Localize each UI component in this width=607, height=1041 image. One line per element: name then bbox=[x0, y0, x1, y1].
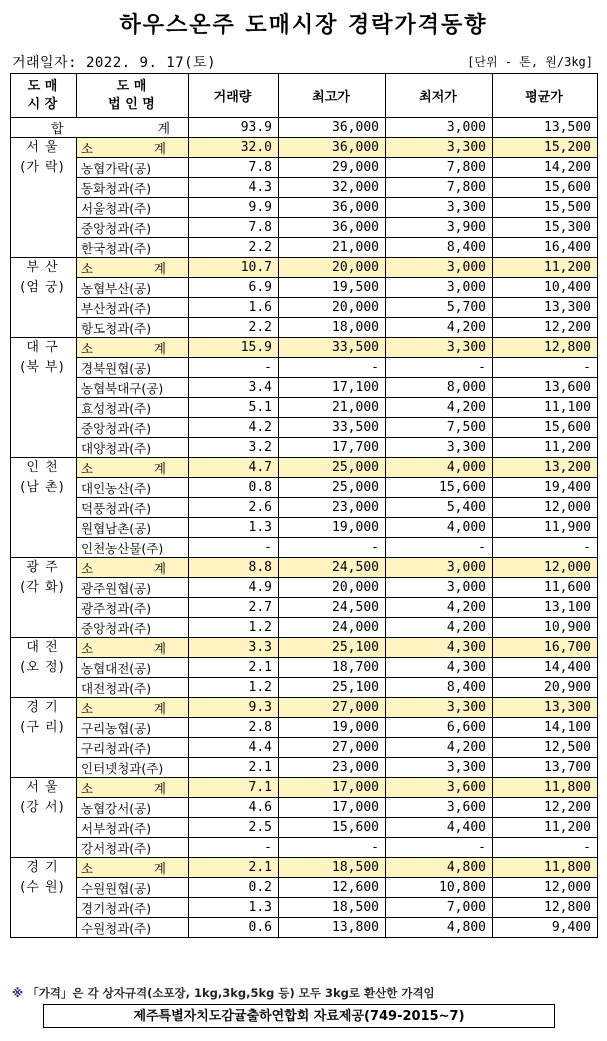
min-price-cell: 8,400 bbox=[386, 238, 493, 258]
max-price-cell: 21,000 bbox=[279, 238, 386, 258]
institution-name: 강서청과(주) bbox=[77, 838, 189, 858]
avg-price-cell: 12,000 bbox=[493, 878, 598, 898]
max-price-cell: 27,000 bbox=[279, 698, 386, 718]
min-price-cell: 3,000 bbox=[386, 278, 493, 298]
avg-price-cell: 15,600 bbox=[493, 418, 598, 438]
max-price-cell: 19,000 bbox=[279, 718, 386, 738]
volume-cell: 4.7 bbox=[189, 458, 279, 478]
total-max: 36,000 bbox=[279, 118, 386, 138]
min-price-cell: 7,500 bbox=[386, 418, 493, 438]
min-price-cell: 3,000 bbox=[386, 558, 493, 578]
table-row bbox=[11, 818, 598, 838]
min-price-cell: 4,200 bbox=[386, 398, 493, 418]
table-row bbox=[11, 438, 598, 458]
min-price-cell: 7,800 bbox=[386, 158, 493, 178]
max-price-cell: 17,000 bbox=[279, 778, 386, 798]
min-price-cell: 8,400 bbox=[386, 678, 493, 698]
table-header-row bbox=[11, 74, 598, 118]
min-price-cell: 4,300 bbox=[386, 658, 493, 678]
max-price-cell: 27,000 bbox=[279, 738, 386, 758]
market-subname: (가 락) bbox=[20, 160, 65, 175]
table-row bbox=[11, 278, 598, 298]
volume-cell: 1.6 bbox=[189, 298, 279, 318]
avg-price-cell: 13,600 bbox=[493, 378, 598, 398]
header-inst-line2: 법 인 명 bbox=[108, 96, 155, 112]
institution-name: 대인농산(주) bbox=[77, 478, 189, 498]
avg-price-cell: 15,300 bbox=[493, 218, 598, 238]
volume-cell: 1.2 bbox=[189, 678, 279, 698]
volume-cell: - bbox=[189, 358, 279, 378]
market-name: 서 울 bbox=[26, 780, 59, 795]
volume-cell: 5.1 bbox=[189, 398, 279, 418]
volume-cell: 4.6 bbox=[189, 798, 279, 818]
min-price-cell: 3,300 bbox=[386, 338, 493, 358]
min-price-cell: 7,800 bbox=[386, 178, 493, 198]
market-subname: (수 원) bbox=[20, 880, 65, 895]
institution-name: 소 계 bbox=[77, 638, 189, 658]
min-price-cell: 4,400 bbox=[386, 818, 493, 838]
avg-price-cell: 12,000 bbox=[493, 498, 598, 518]
market-cell bbox=[11, 558, 77, 638]
subtotal-row bbox=[11, 778, 598, 798]
institution-name: 구리농협(공) bbox=[77, 718, 189, 738]
table-row bbox=[11, 198, 598, 218]
volume-cell: 4.3 bbox=[189, 178, 279, 198]
max-price-cell: 18,500 bbox=[279, 898, 386, 918]
volume-cell: 0.8 bbox=[189, 478, 279, 498]
min-price-cell: 3,300 bbox=[386, 438, 493, 458]
table-row bbox=[11, 418, 598, 438]
institution-name: 중앙청과(주) bbox=[77, 218, 189, 238]
header-market bbox=[11, 74, 77, 118]
avg-price-cell: 12,200 bbox=[493, 318, 598, 338]
avg-price-cell: 14,400 bbox=[493, 658, 598, 678]
avg-price-cell: 12,200 bbox=[493, 798, 598, 818]
institution-name: 농협부산(공) bbox=[77, 278, 189, 298]
max-price-cell: 19,500 bbox=[279, 278, 386, 298]
max-price-cell: 24,000 bbox=[279, 618, 386, 638]
total-avg: 13,500 bbox=[493, 118, 598, 138]
institution-name: 원협남촌(공) bbox=[77, 518, 189, 538]
min-price-cell: 3,900 bbox=[386, 218, 493, 238]
market-name: 인 천 bbox=[26, 460, 59, 475]
min-price-cell: 10,800 bbox=[386, 878, 493, 898]
max-price-cell: 21,000 bbox=[279, 398, 386, 418]
min-price-cell: 4,200 bbox=[386, 318, 493, 338]
table-row bbox=[11, 358, 598, 378]
max-price-cell: 15,600 bbox=[279, 818, 386, 838]
header-institution bbox=[77, 74, 189, 118]
volume-cell: 7.8 bbox=[189, 218, 279, 238]
market-cell bbox=[11, 458, 77, 558]
avg-price-cell: 16,400 bbox=[493, 238, 598, 258]
volume-cell: 4.4 bbox=[189, 738, 279, 758]
volume-cell: 2.8 bbox=[189, 718, 279, 738]
header-volume: 거래량 bbox=[189, 74, 279, 118]
avg-price-cell: 16,700 bbox=[493, 638, 598, 658]
max-price-cell: 18,700 bbox=[279, 658, 386, 678]
institution-name: 효성청과(주) bbox=[77, 398, 189, 418]
avg-price-cell: - bbox=[493, 838, 598, 858]
institution-name: 구리청과(주) bbox=[77, 738, 189, 758]
min-price-cell: 8,000 bbox=[386, 378, 493, 398]
table-row bbox=[11, 618, 598, 638]
source-credit: 제주특별자치도감귤출하연합회 자료제공(749-2015~7) bbox=[43, 1004, 555, 1028]
table-row bbox=[11, 798, 598, 818]
table-row bbox=[11, 898, 598, 918]
max-price-cell: - bbox=[279, 358, 386, 378]
table-row bbox=[11, 218, 598, 238]
volume-cell: 2.1 bbox=[189, 858, 279, 878]
min-price-cell: 4,800 bbox=[386, 858, 493, 878]
institution-name: 광주청과(주) bbox=[77, 598, 189, 618]
max-price-cell: 20,000 bbox=[279, 298, 386, 318]
institution-name: 광주원협(공) bbox=[77, 578, 189, 598]
header-market-line2: 시 장 bbox=[27, 96, 58, 112]
subtotal-row bbox=[11, 638, 598, 658]
volume-cell: 32.0 bbox=[189, 138, 279, 158]
institution-name: 중앙청과(주) bbox=[77, 418, 189, 438]
volume-cell: 2.7 bbox=[189, 598, 279, 618]
institution-name: 소 계 bbox=[77, 778, 189, 798]
min-price-cell: 3,000 bbox=[386, 578, 493, 598]
volume-cell: 2.2 bbox=[189, 238, 279, 258]
subtotal-row bbox=[11, 258, 598, 278]
min-price-cell: - bbox=[386, 838, 493, 858]
institution-name: 덕풍청과(주) bbox=[77, 498, 189, 518]
header-min: 최저가 bbox=[386, 74, 493, 118]
max-price-cell: 20,000 bbox=[279, 578, 386, 598]
subtotal-row bbox=[11, 458, 598, 478]
min-price-cell: 5,700 bbox=[386, 298, 493, 318]
market-cell bbox=[11, 258, 77, 338]
table-row bbox=[11, 498, 598, 518]
min-price-cell: 4,200 bbox=[386, 598, 493, 618]
volume-cell: 2.1 bbox=[189, 758, 279, 778]
institution-name: 농협대전(공) bbox=[77, 658, 189, 678]
avg-price-cell: 20,900 bbox=[493, 678, 598, 698]
max-price-cell: 13,800 bbox=[279, 918, 386, 938]
market-subname: (엄 궁) bbox=[20, 280, 65, 295]
note-mark: ※ bbox=[12, 986, 24, 1000]
institution-name: 항도청과(주) bbox=[77, 318, 189, 338]
page-title: 하우스온주 도매시장 경락가격동향 bbox=[119, 13, 488, 38]
max-price-cell: - bbox=[279, 838, 386, 858]
volume-cell: 2.5 bbox=[189, 818, 279, 838]
subtotal-row bbox=[11, 558, 598, 578]
avg-price-cell: 15,200 bbox=[493, 138, 598, 158]
min-price-cell: 4,300 bbox=[386, 638, 493, 658]
institution-name: 소 계 bbox=[77, 458, 189, 478]
max-price-cell: - bbox=[279, 538, 386, 558]
volume-cell: 2.6 bbox=[189, 498, 279, 518]
volume-cell: 3.3 bbox=[189, 638, 279, 658]
volume-cell: 1.3 bbox=[189, 518, 279, 538]
market-subname: (북 부) bbox=[20, 360, 65, 375]
volume-cell: 10.7 bbox=[189, 258, 279, 278]
volume-cell: 9.3 bbox=[189, 698, 279, 718]
min-price-cell: 3,300 bbox=[386, 758, 493, 778]
avg-price-cell: - bbox=[493, 358, 598, 378]
volume-cell: - bbox=[189, 838, 279, 858]
avg-price-cell: 12,800 bbox=[493, 338, 598, 358]
volume-cell: 2.1 bbox=[189, 658, 279, 678]
institution-name: 소 계 bbox=[77, 138, 189, 158]
volume-cell: 0.2 bbox=[189, 878, 279, 898]
institution-name: 인터넷청과(주) bbox=[77, 758, 189, 778]
institution-name: 농협북대구(공) bbox=[77, 378, 189, 398]
institution-name: 소 계 bbox=[77, 698, 189, 718]
volume-cell: 3.2 bbox=[189, 438, 279, 458]
max-price-cell: 25,100 bbox=[279, 638, 386, 658]
avg-price-cell: 11,200 bbox=[493, 818, 598, 838]
total-row bbox=[11, 118, 598, 138]
max-price-cell: 24,500 bbox=[279, 598, 386, 618]
market-subname: (남 촌) bbox=[20, 480, 65, 495]
volume-cell: 9.9 bbox=[189, 198, 279, 218]
avg-price-cell: 14,100 bbox=[493, 718, 598, 738]
min-price-cell: 7,000 bbox=[386, 898, 493, 918]
avg-price-cell: 11,100 bbox=[493, 398, 598, 418]
trade-date: 거래일자: 2022. 9. 17(토) bbox=[12, 55, 217, 71]
avg-price-cell: 19,400 bbox=[493, 478, 598, 498]
table-row bbox=[11, 298, 598, 318]
market-cell bbox=[11, 638, 77, 698]
avg-price-cell: 13,200 bbox=[493, 458, 598, 478]
avg-price-cell: 11,600 bbox=[493, 578, 598, 598]
institution-name: 소 계 bbox=[77, 258, 189, 278]
volume-cell: 4.9 bbox=[189, 578, 279, 598]
max-price-cell: 36,000 bbox=[279, 138, 386, 158]
max-price-cell: 25,000 bbox=[279, 478, 386, 498]
min-price-cell: 3,600 bbox=[386, 798, 493, 818]
min-price-cell: 3,300 bbox=[386, 698, 493, 718]
table-row bbox=[11, 538, 598, 558]
max-price-cell: 36,000 bbox=[279, 198, 386, 218]
table-row bbox=[11, 318, 598, 338]
min-price-cell: 3,000 bbox=[386, 258, 493, 278]
price-table bbox=[10, 73, 598, 938]
institution-name: 경기청과(주) bbox=[77, 898, 189, 918]
table-row bbox=[11, 478, 598, 498]
institution-name: 수원청과(주) bbox=[77, 918, 189, 938]
avg-price-cell: 12,800 bbox=[493, 898, 598, 918]
table-row bbox=[11, 718, 598, 738]
institution-name: 한국청과(주) bbox=[77, 238, 189, 258]
header-avg: 평균가 bbox=[493, 74, 598, 118]
market-name: 대 전 bbox=[26, 640, 59, 655]
min-price-cell: 5,400 bbox=[386, 498, 493, 518]
table-row bbox=[11, 238, 598, 258]
institution-name: 수원원협(공) bbox=[77, 878, 189, 898]
min-price-cell: 3,300 bbox=[386, 198, 493, 218]
min-price-cell: 3,600 bbox=[386, 778, 493, 798]
market-name: 경 기 bbox=[26, 700, 59, 715]
min-price-cell: 4,800 bbox=[386, 918, 493, 938]
min-price-cell: 4,200 bbox=[386, 738, 493, 758]
unit-label: [단위 - 톤, 원/3kg] bbox=[467, 55, 593, 69]
subtotal-row bbox=[11, 138, 598, 158]
avg-price-cell: 9,400 bbox=[493, 918, 598, 938]
institution-name: 중앙청과(주) bbox=[77, 618, 189, 638]
subtotal-row bbox=[11, 858, 598, 878]
min-price-cell: - bbox=[386, 538, 493, 558]
max-price-cell: 25,100 bbox=[279, 678, 386, 698]
table-row bbox=[11, 598, 598, 618]
market-name: 대 구 bbox=[26, 340, 59, 355]
market-name: 부 산 bbox=[26, 260, 59, 275]
avg-price-cell: 13,700 bbox=[493, 758, 598, 778]
institution-name: 농협강서(공) bbox=[77, 798, 189, 818]
table-row bbox=[11, 658, 598, 678]
institution-name: 서울청과(주) bbox=[77, 198, 189, 218]
table-row bbox=[11, 578, 598, 598]
avg-price-cell: 15,600 bbox=[493, 178, 598, 198]
volume-cell: 1.3 bbox=[189, 898, 279, 918]
avg-price-cell: 10,900 bbox=[493, 618, 598, 638]
total-volume: 93.9 bbox=[189, 118, 279, 138]
avg-price-cell: 14,200 bbox=[493, 158, 598, 178]
market-cell bbox=[11, 138, 77, 258]
avg-price-cell: - bbox=[493, 538, 598, 558]
header-max: 최고가 bbox=[279, 74, 386, 118]
max-price-cell: 18,000 bbox=[279, 318, 386, 338]
max-price-cell: 33,500 bbox=[279, 338, 386, 358]
avg-price-cell: 11,200 bbox=[493, 258, 598, 278]
max-price-cell: 23,000 bbox=[279, 498, 386, 518]
min-price-cell: 4,200 bbox=[386, 618, 493, 638]
volume-cell: 8.8 bbox=[189, 558, 279, 578]
max-price-cell: 29,000 bbox=[279, 158, 386, 178]
volume-cell: 15.9 bbox=[189, 338, 279, 358]
market-name: 광 주 bbox=[26, 560, 59, 575]
table-row bbox=[11, 158, 598, 178]
max-price-cell: 12,600 bbox=[279, 878, 386, 898]
institution-name: 소 계 bbox=[77, 858, 189, 878]
market-cell bbox=[11, 858, 77, 938]
table-row bbox=[11, 678, 598, 698]
subtotal-row bbox=[11, 698, 598, 718]
institution-name: 경북원협(공) bbox=[77, 358, 189, 378]
max-price-cell: 17,700 bbox=[279, 438, 386, 458]
avg-price-cell: 11,200 bbox=[493, 438, 598, 458]
avg-price-cell: 10,400 bbox=[493, 278, 598, 298]
max-price-cell: 20,000 bbox=[279, 258, 386, 278]
max-price-cell: 25,000 bbox=[279, 458, 386, 478]
market-subname: (오 정) bbox=[20, 660, 65, 675]
volume-cell: 7.8 bbox=[189, 158, 279, 178]
min-price-cell: 15,600 bbox=[386, 478, 493, 498]
max-price-cell: 17,000 bbox=[279, 798, 386, 818]
market-subname: (각 화) bbox=[20, 580, 65, 595]
avg-price-cell: 12,500 bbox=[493, 738, 598, 758]
total-label: 합 계 bbox=[11, 118, 189, 138]
footnote bbox=[12, 985, 435, 1001]
max-price-cell: 24,500 bbox=[279, 558, 386, 578]
volume-cell: 3.4 bbox=[189, 378, 279, 398]
subtotal-row bbox=[11, 338, 598, 358]
table-row bbox=[11, 518, 598, 538]
market-cell bbox=[11, 698, 77, 778]
volume-cell: 7.1 bbox=[189, 778, 279, 798]
max-price-cell: 23,000 bbox=[279, 758, 386, 778]
market-name: 서 울 bbox=[26, 140, 59, 155]
header-inst-line1: 도 매 bbox=[116, 78, 147, 94]
market-cell bbox=[11, 778, 77, 858]
volume-cell: 6.9 bbox=[189, 278, 279, 298]
avg-price-cell: 11,900 bbox=[493, 518, 598, 538]
table-row bbox=[11, 378, 598, 398]
avg-price-cell: 13,100 bbox=[493, 598, 598, 618]
max-price-cell: 18,500 bbox=[279, 858, 386, 878]
volume-cell: 1.2 bbox=[189, 618, 279, 638]
institution-name: 서부청과(주) bbox=[77, 818, 189, 838]
max-price-cell: 32,000 bbox=[279, 178, 386, 198]
volume-cell: 0.6 bbox=[189, 918, 279, 938]
table-row bbox=[11, 398, 598, 418]
total-min: 3,000 bbox=[386, 118, 493, 138]
institution-name: 동화청과(주) bbox=[77, 178, 189, 198]
avg-price-cell: 13,300 bbox=[493, 698, 598, 718]
institution-name: 부산청과(주) bbox=[77, 298, 189, 318]
avg-price-cell: 11,800 bbox=[493, 858, 598, 878]
table-row bbox=[11, 838, 598, 858]
volume-cell: 4.2 bbox=[189, 418, 279, 438]
max-price-cell: 17,100 bbox=[279, 378, 386, 398]
table-row bbox=[11, 738, 598, 758]
max-price-cell: 36,000 bbox=[279, 218, 386, 238]
min-price-cell: 4,000 bbox=[386, 518, 493, 538]
institution-name: 소 계 bbox=[77, 338, 189, 358]
table-row bbox=[11, 918, 598, 938]
market-subname: (강 서) bbox=[20, 800, 65, 815]
market-name: 경 기 bbox=[26, 860, 59, 875]
institution-name: 인천농산물(주) bbox=[77, 538, 189, 558]
avg-price-cell: 15,500 bbox=[493, 198, 598, 218]
institution-name: 대전청과(주) bbox=[77, 678, 189, 698]
institution-name: 대양청과(주) bbox=[77, 438, 189, 458]
table-row bbox=[11, 178, 598, 198]
volume-cell: 2.2 bbox=[189, 318, 279, 338]
institution-name: 농협가락(공) bbox=[77, 158, 189, 178]
note-text: 「가격」은 각 상자규격(소포장, 1kg,3kg,5kg 등) 모두 3kg로 환산한 가격임 bbox=[27, 986, 435, 1000]
max-price-cell: 33,500 bbox=[279, 418, 386, 438]
min-price-cell: - bbox=[386, 358, 493, 378]
avg-price-cell: 12,000 bbox=[493, 558, 598, 578]
avg-price-cell: 13,300 bbox=[493, 298, 598, 318]
market-cell bbox=[11, 338, 77, 458]
min-price-cell: 4,000 bbox=[386, 458, 493, 478]
avg-price-cell: 11,800 bbox=[493, 778, 598, 798]
volume-cell: - bbox=[189, 538, 279, 558]
table-row bbox=[11, 758, 598, 778]
max-price-cell: 19,000 bbox=[279, 518, 386, 538]
table-row bbox=[11, 878, 598, 898]
min-price-cell: 6,600 bbox=[386, 718, 493, 738]
market-subname: (구 리) bbox=[20, 720, 65, 735]
header-market-line1: 도 매 bbox=[27, 78, 58, 94]
institution-name: 소 계 bbox=[77, 558, 189, 578]
min-price-cell: 3,300 bbox=[386, 138, 493, 158]
